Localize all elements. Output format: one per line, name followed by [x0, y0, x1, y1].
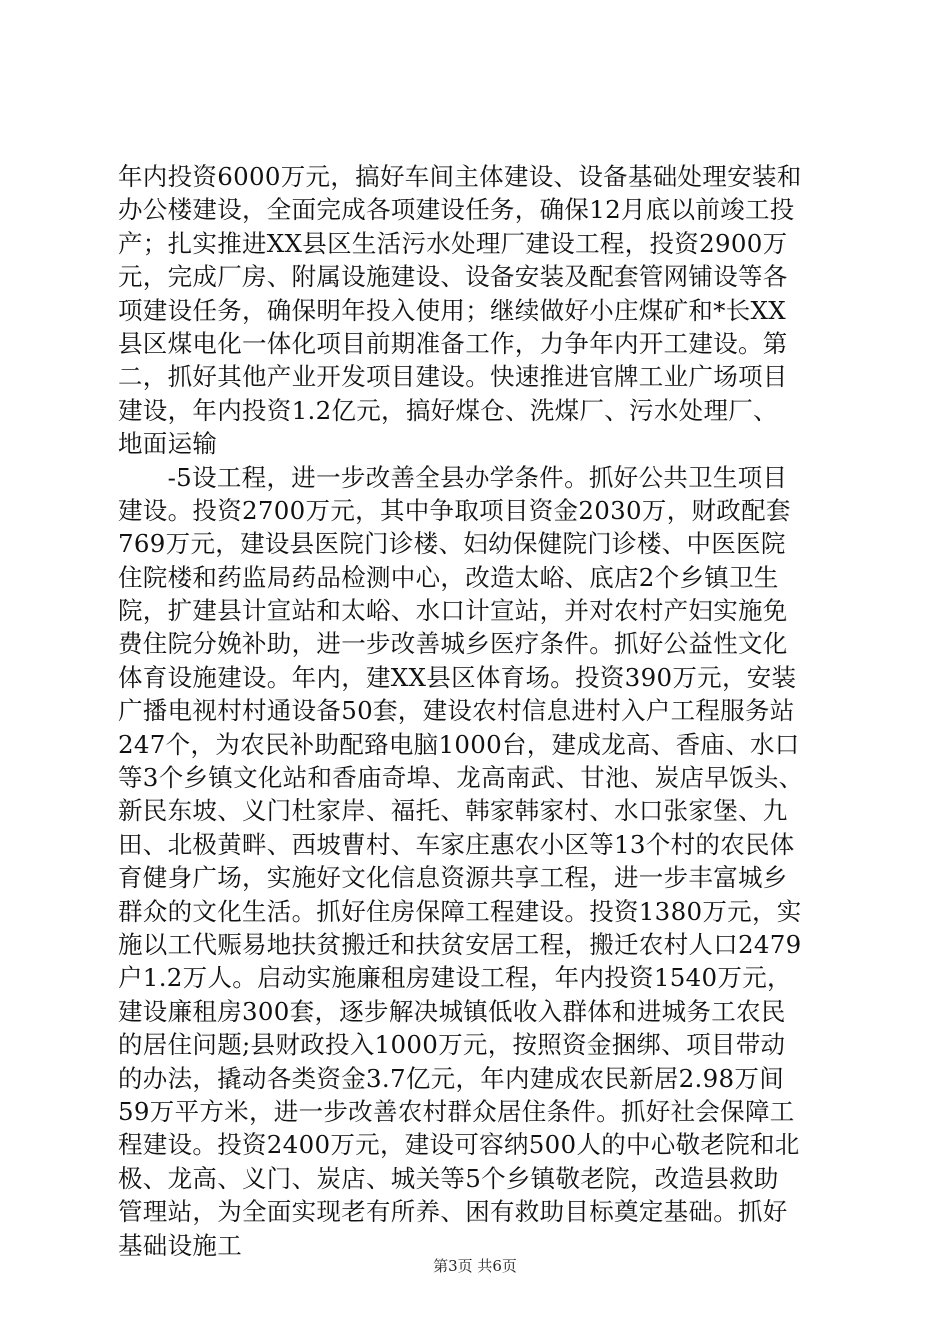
text-line: 户1.2万人。启动实施廉租房建设工程，年内投资1540万元， — [118, 963, 792, 993]
text-line: 广播电视村村通设备50套，建设农村信息进村入户工程服务站 — [118, 696, 795, 726]
text-line: 费住院分娩补助，进一步改善城乡医疗条件。抓好公益性文化 — [118, 629, 788, 659]
body-text — [118, 160, 838, 1262]
text-line: 产；扎实推进XX县区生活污水处理厂建设工程，投资2900万 — [118, 228, 788, 258]
text-line: -5设工程，进一步改善全县办学条件。抓好公共卫生项目 — [118, 462, 788, 492]
text-line: 项建设任务，确保明年投入使用；继续做好小庄煤矿和*长XX — [118, 295, 787, 325]
text-line: 县区煤电化一体化项目前期准备工作，力争年内开工建设。第 — [118, 328, 788, 358]
text-line: 新民东坡、义门杜家岸、福托、韩家韩家村、水口张家堡、九 — [118, 796, 788, 826]
text-line: 体育设施建设。年内，建XX县区体育场。投资390万元，安装 — [118, 662, 797, 692]
text-line: 59万平方米，进一步改善农村群众居住条件。抓好社会保障工 — [118, 1096, 795, 1126]
text-line: 二，抓好其他产业开发项目建设。快速推进官牌工业广场项目 — [118, 362, 788, 392]
text-line: 元，完成厂房、附属设施建设、设备安装及配套管网铺设等各 — [118, 262, 788, 292]
text-line: 建设廉租房300套，逐步解决城镇低收入群体和进城务工农民 — [118, 996, 786, 1026]
text-line: 地面运输 — [118, 429, 218, 459]
text-line: 程建设。投资2400万元，建设可容纳500人的中心敬老院和北 — [118, 1130, 800, 1160]
page-footer — [0, 1256, 950, 1276]
text-line: 的居住问题;县财政投入1000万元，按照资金捆绑、项目带动 — [118, 1030, 786, 1060]
text-line: 极、龙高、义门、炭店、城关等5个乡镇敬老院，改造县救助 — [118, 1163, 779, 1193]
text-line: 建设，年内投资1.2亿元，搞好煤仓、洗煤厂、污水处理厂、 — [118, 395, 778, 425]
text-line: 施以工代赈易地扶贫搬迁和扶贫安居工程，搬迁农村人口2479 — [118, 929, 802, 959]
text-line: 住院楼和药监局药品检测中心，改造太峪、底店2个乡镇卫生 — [118, 562, 779, 592]
page-number-label: 第3页 共6页 — [433, 1257, 517, 1275]
text-line: 年内投资6000万元，搞好车间主体建设、设备基础处理安装和 — [118, 162, 802, 191]
text-line: 育健身广场，实施好文化信息资源共享工程，进一步丰富城乡 — [118, 863, 788, 893]
text-line: 田、北极黄畔、西坡曹村、车家庄惠农小区等13个村的农民体 — [118, 829, 795, 859]
text-line: 769万元，建设县医院门诊楼、妇幼保健院门诊楼、中医医院 — [118, 529, 786, 559]
text-line: 等3个乡镇文化站和香庙奇埠、龙高南武、甘池、炭店早饭头、 — [118, 763, 804, 793]
text-line: 的办法，撬动各类资金3.7亿元，年内建成农民新居2.98万间 — [118, 1063, 785, 1093]
text-line: 群众的文化生活。抓好住房保障工程建设。投资1380万元，实 — [118, 896, 802, 926]
text-line: 办公楼建设，全面完成各项建设任务，确保12月底以前竣工投 — [118, 195, 795, 225]
text-line: 基础设施工 — [118, 1230, 242, 1260]
text-line: 247个，为农民补助配臵电脑1000台，建成龙高、香庙、水口 — [118, 729, 800, 759]
text-line: 院，扩建县计宣站和太峪、水口计宣站，并对农村产妇实施免 — [118, 596, 788, 626]
text-line: 建设。投资2700万元，其中争取项目资金2030万，财政配套 — [118, 495, 791, 525]
text-line: 管理站，为全面实现老有所养、困有救助目标奠定基础。抓好 — [118, 1197, 788, 1227]
